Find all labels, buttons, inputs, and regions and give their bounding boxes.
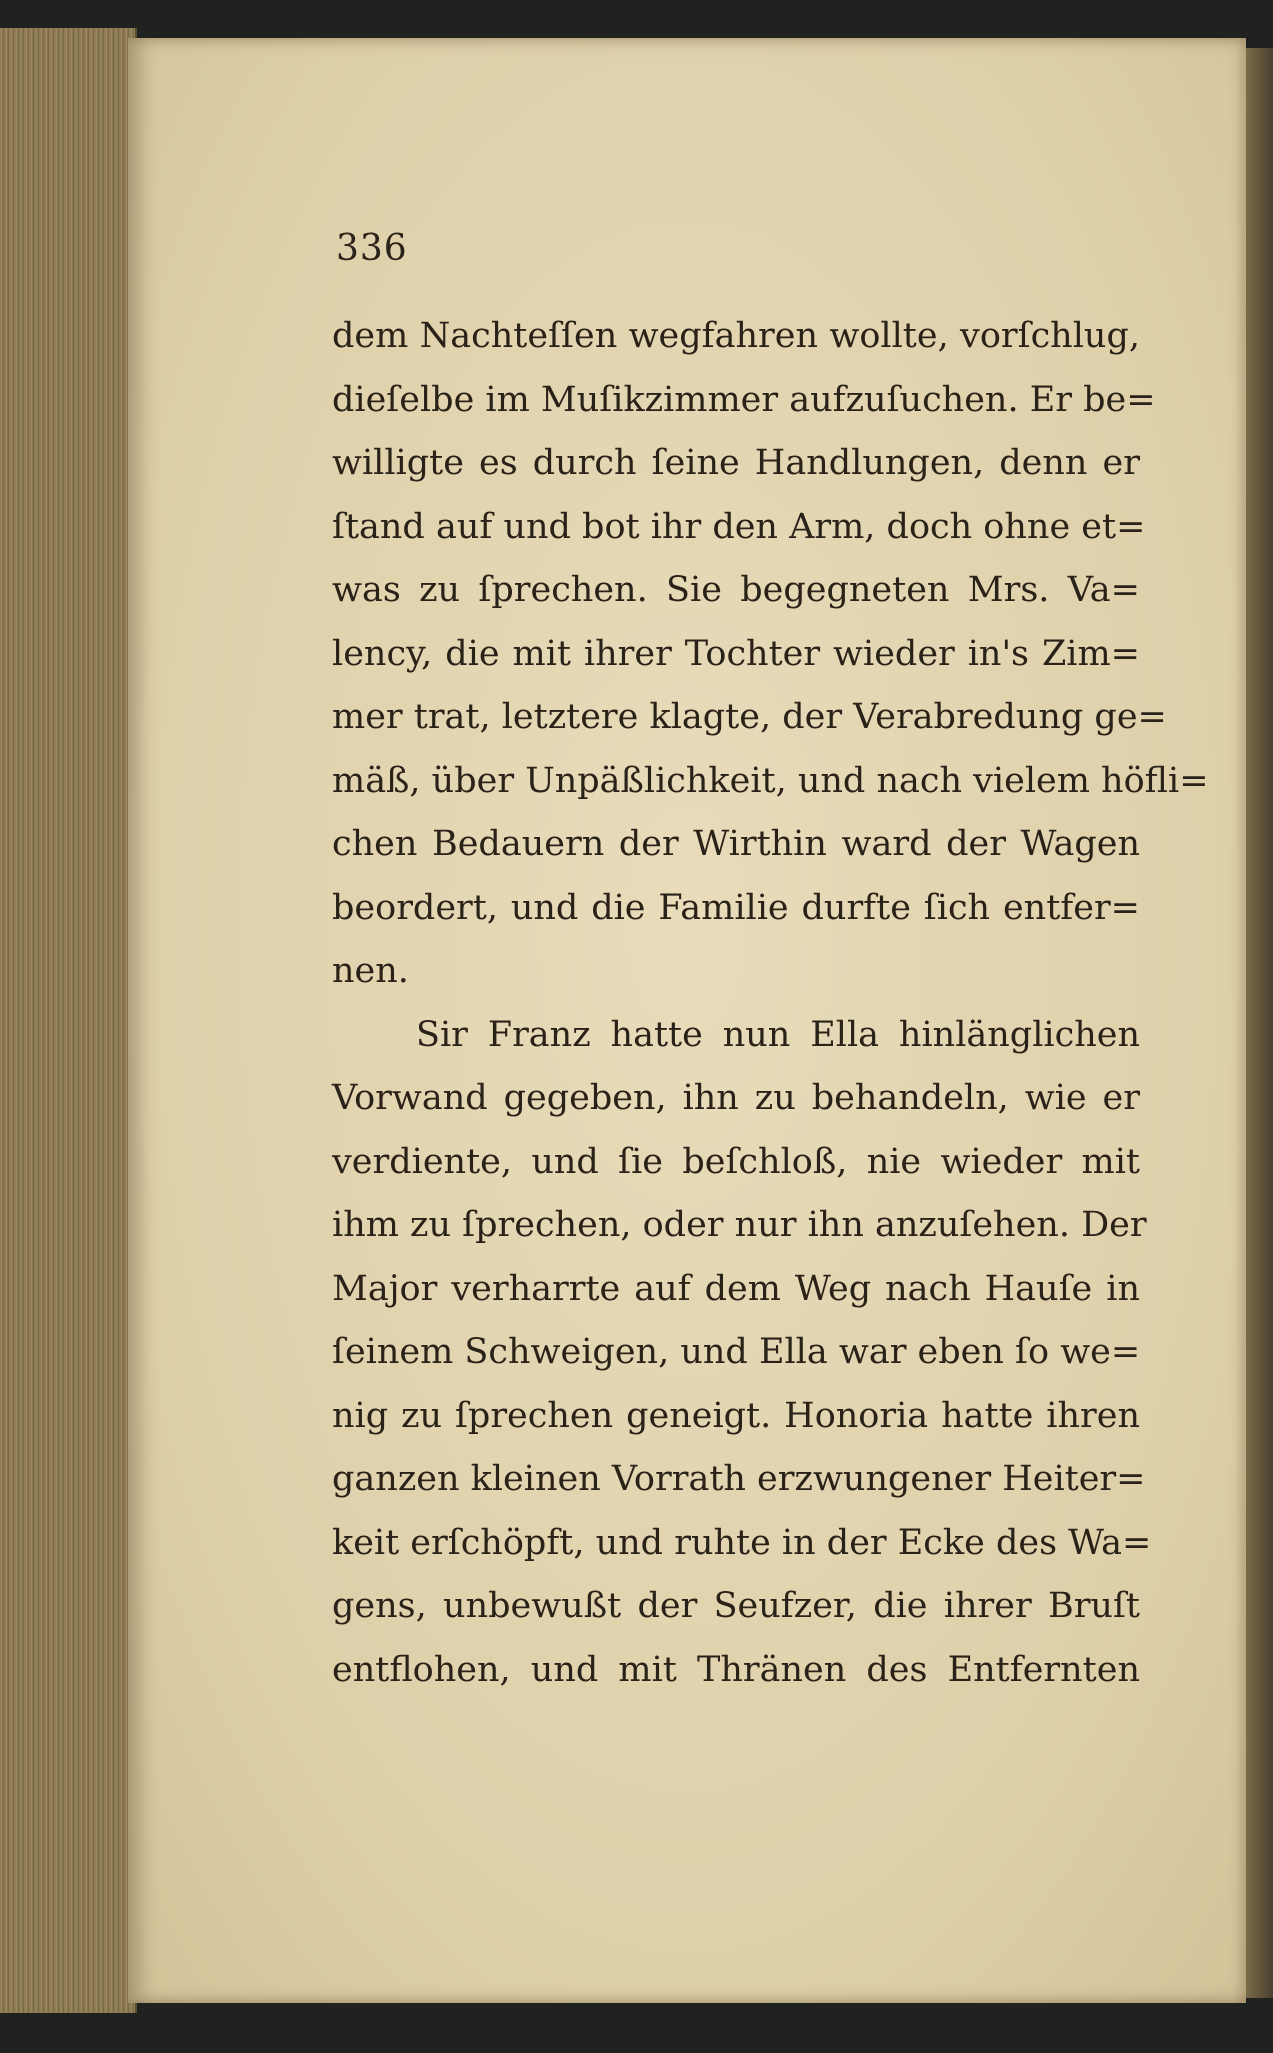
text-line: chen Bedauern der Wirthin ward der Wagen bbox=[332, 824, 1140, 864]
text-line: Major verharrte auf dem Weg nach Hauſe in bbox=[332, 1268, 1140, 1309]
text-line: dem Nachteſſen wegfahren wollte, vorſchlug, bbox=[332, 316, 1140, 356]
text-line: was zu ſprechen. Sie begegneten Mrs. Va= bbox=[332, 570, 1140, 610]
text-line: nen. bbox=[332, 951, 409, 991]
text-line: ſtand auf und bot ihr den Arm, doch ohne et= bbox=[332, 506, 1146, 547]
body-text bbox=[332, 305, 1209, 1702]
text-line: beordert, und die Familie durfte ſich entfer= bbox=[332, 887, 1140, 928]
text-line: mer trat, letztere klagte, der Verabredung ge= bbox=[332, 697, 1167, 737]
text-line: verdiente, und ſie beſchloß, nie wieder mit bbox=[332, 1141, 1140, 1182]
text-line: ganzen kleinen Vorrath erzwungener Heiter= bbox=[332, 1459, 1146, 1499]
text-line: Vorwand gegeben, ihn zu behandeln, wie er bbox=[332, 1078, 1140, 1118]
text-line: willigte es durch ſeine Handlungen, denn er bbox=[332, 443, 1140, 483]
text-line: ſeinem Schweigen, und Ella war eben ſo we= bbox=[332, 1332, 1141, 1372]
page-right-shadow bbox=[1246, 48, 1273, 1998]
text-line: nig zu ſprechen geneigt. Honoria hatte ihren bbox=[332, 1395, 1140, 1436]
text-line: gens, unbewußt der Seufzer, die ihrer Bruſt bbox=[332, 1586, 1140, 1626]
text-line: keit erſchöpft, und ruhte in der Ecke des Wa= bbox=[332, 1522, 1152, 1563]
text-line: Sir Franz hatte nun Ella hinlänglichen bbox=[416, 1014, 1140, 1055]
page-number: 336 bbox=[336, 228, 408, 269]
text-line: dieſelbe im Muſikzimmer aufzuſuchen. Er be= bbox=[332, 379, 1156, 420]
text-line: entflohen, und mit Thränen des Entfernten bbox=[332, 1649, 1140, 1690]
book-page-edges bbox=[0, 28, 137, 2013]
text-line: lency, die mit ihrer Tochter wieder in's Zim= bbox=[332, 633, 1140, 674]
text-line: mäß, über Unpäßlichkeit, und nach vielem höfli= bbox=[332, 760, 1209, 801]
text-line: ihm zu ſprechen, oder nur ihn anzuſehen. Der bbox=[332, 1205, 1147, 1245]
